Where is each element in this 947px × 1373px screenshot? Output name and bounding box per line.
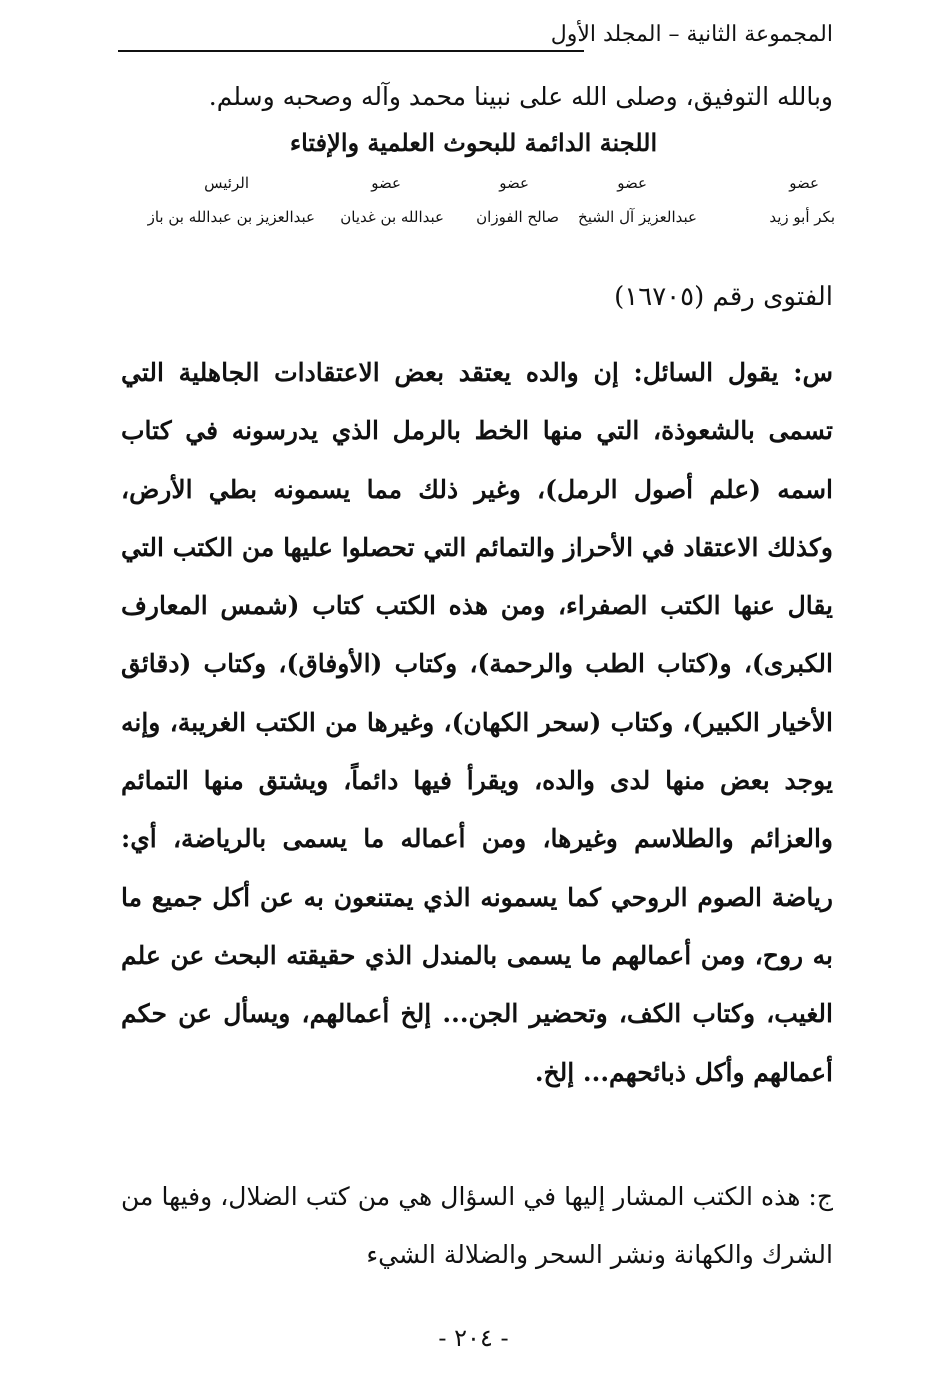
question-text: س: يقول السائل: إن والده يعتقد بعض الاعتقادات الجاهلية التي تسمى بالشعوذة، التي منها الخط بالرمل الذي يدرسونه في كتاب اسمه (علم أصول الرمل)، وغير ذلك مما يسمونه بطي الأرض، وكذلك الاعتقاد في الأحراز والتمائم التي تحصلوا عليها من الكتب التي يقال عنها الكتب الصفراء، ومن هذه الكتب كتاب (شمس المعارف الكبرى)، و(كتاب الطب والرحمة)، وكتاب (الأوفاق)، وكتاب (دقائق الأخيار الكبير)، وكتاب (سحر الكهان)، وغيرها من الكتب الغريبة، وإنه يوجد بعض منها لدى والده، ويقرأ فيها دائماً، ويشتق منها التمائم والعزائم والطلاسم وغيرها، ومن أعماله ما يسمى بالرياضة، أي: رياضة الصوم الروحي كما يسمونه الذي يمتنعون به عن أكل جميع ما به روح، ومن أعمالهم ما يسمى بالمندل الذي حقيقته البحث عن علم الغيب، وكتاب الكف، وتحضير الجن... إلخ أعمالهم، ويسأل عن حكم أعمالهم وأكل ذبائحهم... إلخ.	[121, 358, 833, 1087]
signatory-role: الرئيس	[204, 174, 249, 192]
answer-text: ج: هذه الكتب المشار إليها في السؤال هي من كتب الضلال، وفيها من الشرك والكهانة ونشر السحر والضلالة الشيء	[121, 1182, 833, 1269]
closing-line: وبالله التوفيق، وصلى الله على نبينا محمد وآله وصحبه وسلم.	[208, 82, 833, 111]
signatory-name: عبدالعزيز بن عبدالله بن باز	[147, 208, 315, 226]
signatory-name: عبدالعزيز آل الشيخ	[578, 208, 697, 226]
running-header: المجموعة الثانية – المجلد الأول	[550, 22, 833, 47]
signatory-name: صالح الفوزان	[476, 208, 559, 226]
fatwa-number: الفتوى رقم (١٦٧٠٥)	[614, 282, 833, 312]
signatory-role: عضو	[617, 174, 647, 192]
header-rule	[118, 50, 584, 52]
signatory-name: بكر أبو زيد	[769, 208, 835, 226]
signatory-name: عبدالله بن غديان	[340, 208, 444, 226]
page-number: - ٢٠٤ -	[438, 1324, 509, 1352]
signatory-role: عضو	[789, 174, 819, 192]
signatory-role: عضو	[371, 174, 401, 192]
signatory-role: عضو	[499, 174, 529, 192]
committee-name: اللجنة الدائمة للبحوث العلمية والإفتاء	[289, 128, 658, 157]
